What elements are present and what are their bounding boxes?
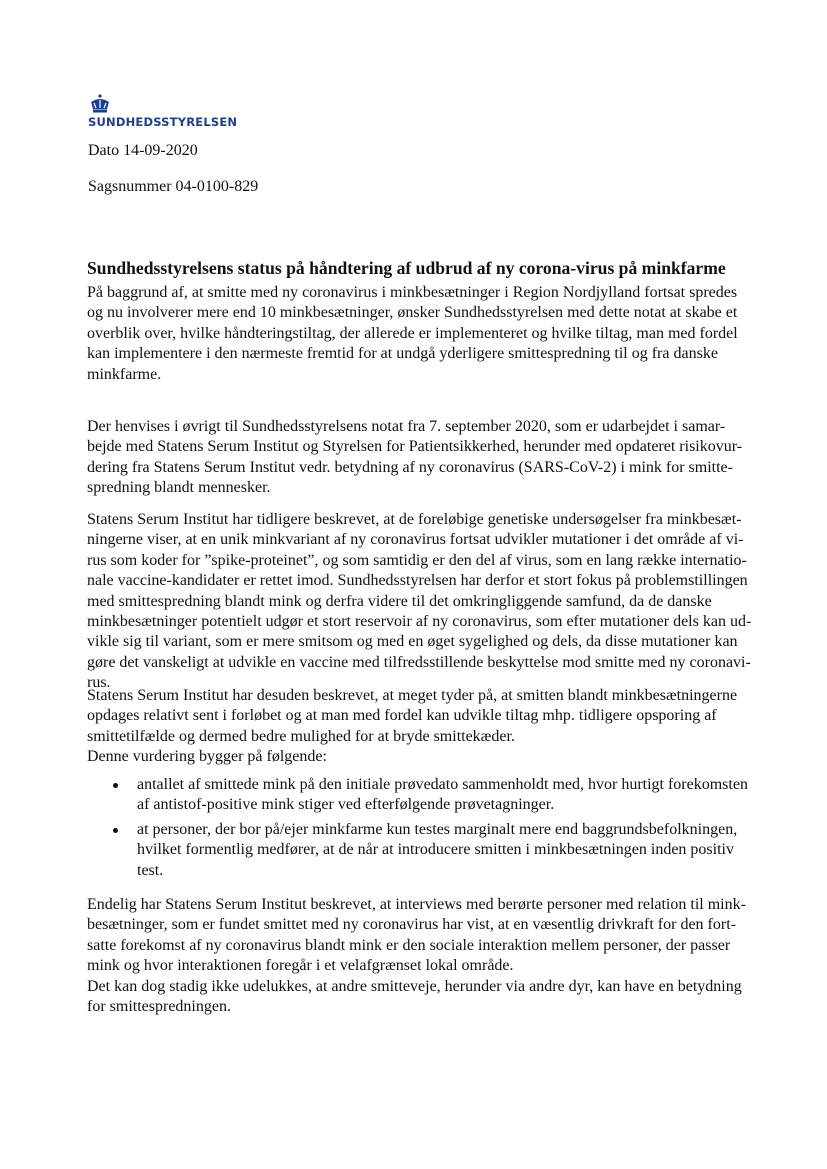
text-line: rus. bbox=[87, 674, 111, 692]
text-line: kan implementere i den nærmeste fremtid for at undgå yderligere smittespredning til og fra danske bbox=[87, 345, 718, 363]
crown-icon bbox=[88, 94, 112, 114]
text-line: at personer, der bor på/ejer minkfarme kun testes marginalt mere end baggrundsbefolkningen, bbox=[137, 820, 738, 838]
document-title: Sundhedsstyrelsens status på håndtering af udbrud af ny corona-virus på minkfarme bbox=[87, 258, 726, 278]
text-line: rus som koder for ”spike-proteinet”, og som samtidig er den del af virus, som en lang række internatio- bbox=[87, 551, 747, 569]
text-line: Endelig har Statens Serum Institut beskrevet, at interviews med berørte personer med relation til mink- bbox=[87, 896, 746, 913]
text-line: ningerne viser, at en unik minkvariant af ny coronavirus fortsat udvikler mutationer i det område af vi- bbox=[87, 531, 744, 549]
paragraph-3 bbox=[87, 510, 751, 694]
paragraph-4 bbox=[87, 686, 737, 768]
text-line: Statens Serum Institut har tidligere beskrevet, at de foreløbige genetiske undersøgelser fra minkbesæt- bbox=[87, 511, 742, 528]
bullet-dot-icon bbox=[113, 783, 118, 788]
text-line: antallet af smittede mink på den initiale prøvedato sammenholdt med, hvor hurtigt forekomsten bbox=[137, 776, 748, 793]
text-line: overblik over, hvilke håndteringstiltag, der allerede er implementeret og hvilke tiltag, man med fordel bbox=[87, 324, 738, 342]
text-line: bejde med Statens Serum Institut og Styrelsen for Patientsikkerhed, herunder med opdateret risikovur- bbox=[87, 438, 743, 456]
text-line: Det kan dog stadig ikke udelukkes, at andre smitteveje, herunder via andre dyr, kan have en betydning bbox=[87, 977, 742, 995]
text-line: På baggrund af, at smitte med ny coronavirus i minkbesætninger i Region Nordjylland fortsat spredes bbox=[87, 284, 738, 301]
text-line: af antistof-positive mink stiger ved efterfølgende prøvetagninger. bbox=[137, 796, 555, 814]
text-line: opdages relativt sent i forløbet og at man med fordel kan udvikle tiltag mhp. tidligere opsporing af bbox=[87, 707, 717, 725]
text-line: minkbesætninger potentielt udgør et stort reservoir af ny coronavirus, som efter mutationer dels kan ud- bbox=[87, 613, 752, 631]
text-line: spredning blandt mennesker. bbox=[87, 479, 271, 497]
text-line: mink og hvor interaktionen foregår i et velafgrænset lokal område. bbox=[87, 957, 514, 975]
text-line: med smittespredning blandt mink og derfra videre til det omkringliggende samfund, da de danske bbox=[87, 592, 712, 610]
text-line: vikle sig til variant, som er mere smitsom og med en øget sygelighed og dels, da disse mutationer kan bbox=[87, 633, 738, 651]
text-line: Statens Serum Institut har desuden beskrevet, at meget tyder på, at smitten blandt minkbesætningerne bbox=[87, 687, 738, 704]
text-line: hvilket formentlig medfører, at de når at introducere smitten i minkbesætningen inden positiv bbox=[137, 841, 734, 859]
logo-text: SUNDHEDSSTYRELSEN bbox=[88, 115, 238, 129]
text-line: og nu involverer mere end 10 minkbesætninger, ønsker Sundhedsstyrelsen med dette notat at skabe et bbox=[87, 304, 738, 322]
text-line: nale vaccine-kandidater er rettet imod. Sundhedsstyrelsen har derfor et stort fokus på problemstillingen bbox=[87, 572, 748, 590]
text-line: Denne vurdering bygger på følgende: bbox=[87, 748, 327, 766]
text-line: gøre det vanskeligt at udvikle en vaccine med tilfredsstillende beskyttelse mod smitte med ny coronavi- bbox=[87, 653, 751, 671]
text-line: dering fra Statens Serum Institut vedr. betydning af ny coronavirus (SARS-CoV-2) i mink for smitte- bbox=[87, 458, 733, 476]
bullet-item bbox=[110, 775, 748, 816]
paragraph-1 bbox=[87, 283, 738, 385]
text-line: besætninger, som er fundet smittet med ny coronavirus har vist, at en væsentlig drivkraft for den fort- bbox=[87, 916, 736, 934]
text-line: satte forekomst af ny coronavirus blandt mink er den sociale interaktion mellem personer, der passer bbox=[87, 936, 731, 954]
text-line: test. bbox=[137, 861, 164, 879]
text-line: for smittespredningen. bbox=[87, 998, 231, 1016]
case-number: Sagsnummer 04-0100-829 bbox=[88, 178, 259, 195]
text-line: smittetilfælde og dermed bedre mulighed for at bryde smittekæder. bbox=[87, 727, 515, 745]
document-date: Dato 14-09-2020 bbox=[88, 142, 198, 159]
bullet-list bbox=[110, 775, 748, 885]
bullet-item bbox=[110, 820, 748, 881]
text-line: minkfarme. bbox=[87, 365, 162, 383]
paragraph-5 bbox=[87, 895, 746, 1017]
bullet-dot-icon bbox=[113, 828, 118, 833]
text-line: Der henvises i øvrigt til Sundhedsstyrelsens notat fra 7. september 2020, som er udarbejdet i samar- bbox=[87, 418, 726, 435]
paragraph-2 bbox=[87, 417, 742, 499]
